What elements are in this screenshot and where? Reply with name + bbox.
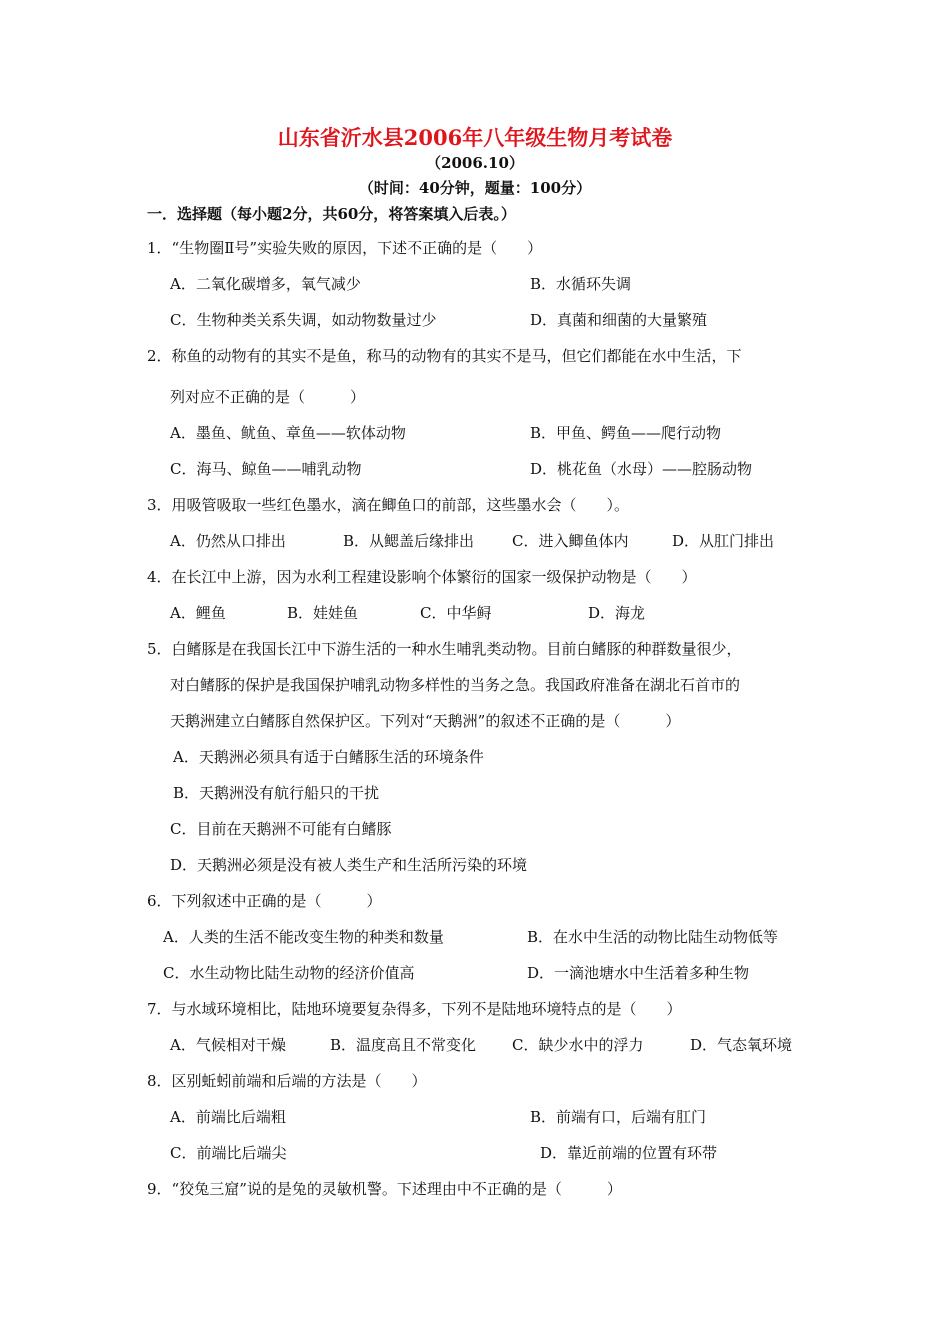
- exam-time-score: （时间：40分钟，题量：100分）: [358, 179, 592, 197]
- question-1-option-d: D．真菌和细菌的大量繁殖: [530, 311, 708, 329]
- question-6-option-a: A．人类的生活不能改变生物的种类和数量: [163, 928, 444, 946]
- question-1-option-c: C．生物种类关系失调，如动物数量过少: [170, 311, 437, 329]
- question-5-option-b: B．天鹅洲没有航行船只的干扰: [173, 784, 380, 802]
- question-4-option-a: A．鲤鱼: [170, 604, 226, 622]
- question-2-option-b: B．甲鱼、鳄鱼——爬行动物: [530, 424, 722, 442]
- question-9-stem: 9．“狡兔三窟”说的是兔的灵敏机警。下述理由中不正确的是（ ）: [147, 1180, 622, 1198]
- question-2-option-d: D．桃花鱼（水母）——腔肠动物: [530, 460, 753, 478]
- question-3-option-c: C．进入鲫鱼体内: [512, 532, 629, 550]
- question-8-option-b: B．前端有口，后端有肛门: [530, 1108, 707, 1126]
- question-1-stem: 1．“生物圈Ⅱ号”实验失败的原因，下述不正确的是（ ）: [147, 239, 543, 257]
- question-3-option-d: D．从肛门排出: [672, 532, 775, 550]
- question-8-stem: 8．区别蚯蚓前端和后端的方法是（ ）: [147, 1072, 427, 1090]
- question-3-stem: 3．用吸管吸取一些红色墨水，滴在鲫鱼口的前部，这些墨水会（ ）。: [147, 496, 630, 514]
- question-8-option-a: A．前端比后端粗: [170, 1108, 286, 1126]
- question-8-option-c: C．前端比后端尖: [170, 1144, 287, 1162]
- question-3-option-a: A．仍然从口排出: [170, 532, 286, 550]
- question-7-stem: 7．与水域环境相比，陆地环境要复杂得多，下列不是陆地环境特点的是（ ）: [147, 1000, 682, 1018]
- question-4-option-b: B．娃娃鱼: [287, 604, 359, 622]
- question-4-option-c: C．中华鲟: [420, 604, 492, 622]
- question-5-option-d: D．天鹅洲必须是没有被人类生产和生活所污染的环境: [170, 856, 528, 874]
- question-1-option-a: A．二氧化碳增多，氧气减少: [170, 275, 361, 293]
- question-2-option-c: C．海马、鲸鱼——哺乳动物: [170, 460, 362, 478]
- question-4-option-d: D．海龙: [588, 604, 646, 622]
- question-2-option-a: A．墨鱼、鱿鱼、章鱼——软体动物: [170, 424, 406, 442]
- question-6-option-b: B．在水中生活的动物比陆生动物低等: [527, 928, 779, 946]
- question-8-option-d: D．靠近前端的位置有环带: [540, 1144, 718, 1162]
- question-3-option-b: B．从鳃盖后缘排出: [343, 532, 475, 550]
- section-heading: 一．选择题（每小题2分，共60分，将答案填入后表。）: [147, 205, 516, 223]
- question-2-stem-line-2: 列对应不正确的是（ ）: [170, 388, 366, 406]
- question-5-option-c: C．目前在天鹅洲不可能有白鳍豚: [170, 820, 392, 838]
- question-7-option-a: A．气候相对干燥: [170, 1036, 286, 1054]
- question-7-option-b: B．温度高且不常变化: [330, 1036, 477, 1054]
- question-7-option-c: C．缺少水中的浮力: [512, 1036, 644, 1054]
- question-4-stem: 4．在长江中上游，因为水利工程建设影响个体繁衍的国家一级保护动物是（ ）: [147, 568, 697, 586]
- question-6-option-d: D．一滴池塘水中生活着多种生物: [527, 964, 750, 982]
- question-6-stem: 6．下列叙述中正确的是（ ）: [147, 892, 382, 910]
- question-5-stem-line-3: 天鹅洲建立白鳍豚自然保护区。下列对“天鹅洲”的叙述不正确的是（ ）: [170, 712, 681, 730]
- question-1-option-b: B．水循环失调: [530, 275, 632, 293]
- question-7-option-d: D．气态氧环境: [690, 1036, 793, 1054]
- exam-date: （2006.10）: [426, 154, 524, 172]
- exam-title: 山东省沂水县2006年八年级生物月考试卷: [277, 125, 673, 150]
- question-5-option-a: A．天鹅洲必须具有适于白鳍豚生活的环境条件: [173, 748, 484, 766]
- question-2-stem-line-1: 2．称鱼的动物有的其实不是鱼，称马的动物有的其实不是马，但它们都能在水中生活，下: [147, 347, 742, 365]
- question-6-option-c: C．水生动物比陆生动物的经济价值高: [163, 964, 415, 982]
- question-5-stem-line-2: 对白鳍豚的保护是我国保护哺乳动物多样性的当务之急。我国政府准备在湖北石首市的: [170, 676, 741, 694]
- question-5-stem-line-1: 5．白鳍豚是在我国长江中下游生活的一种水生哺乳类动物。目前白鳍豚的种群数量很少，: [147, 640, 742, 658]
